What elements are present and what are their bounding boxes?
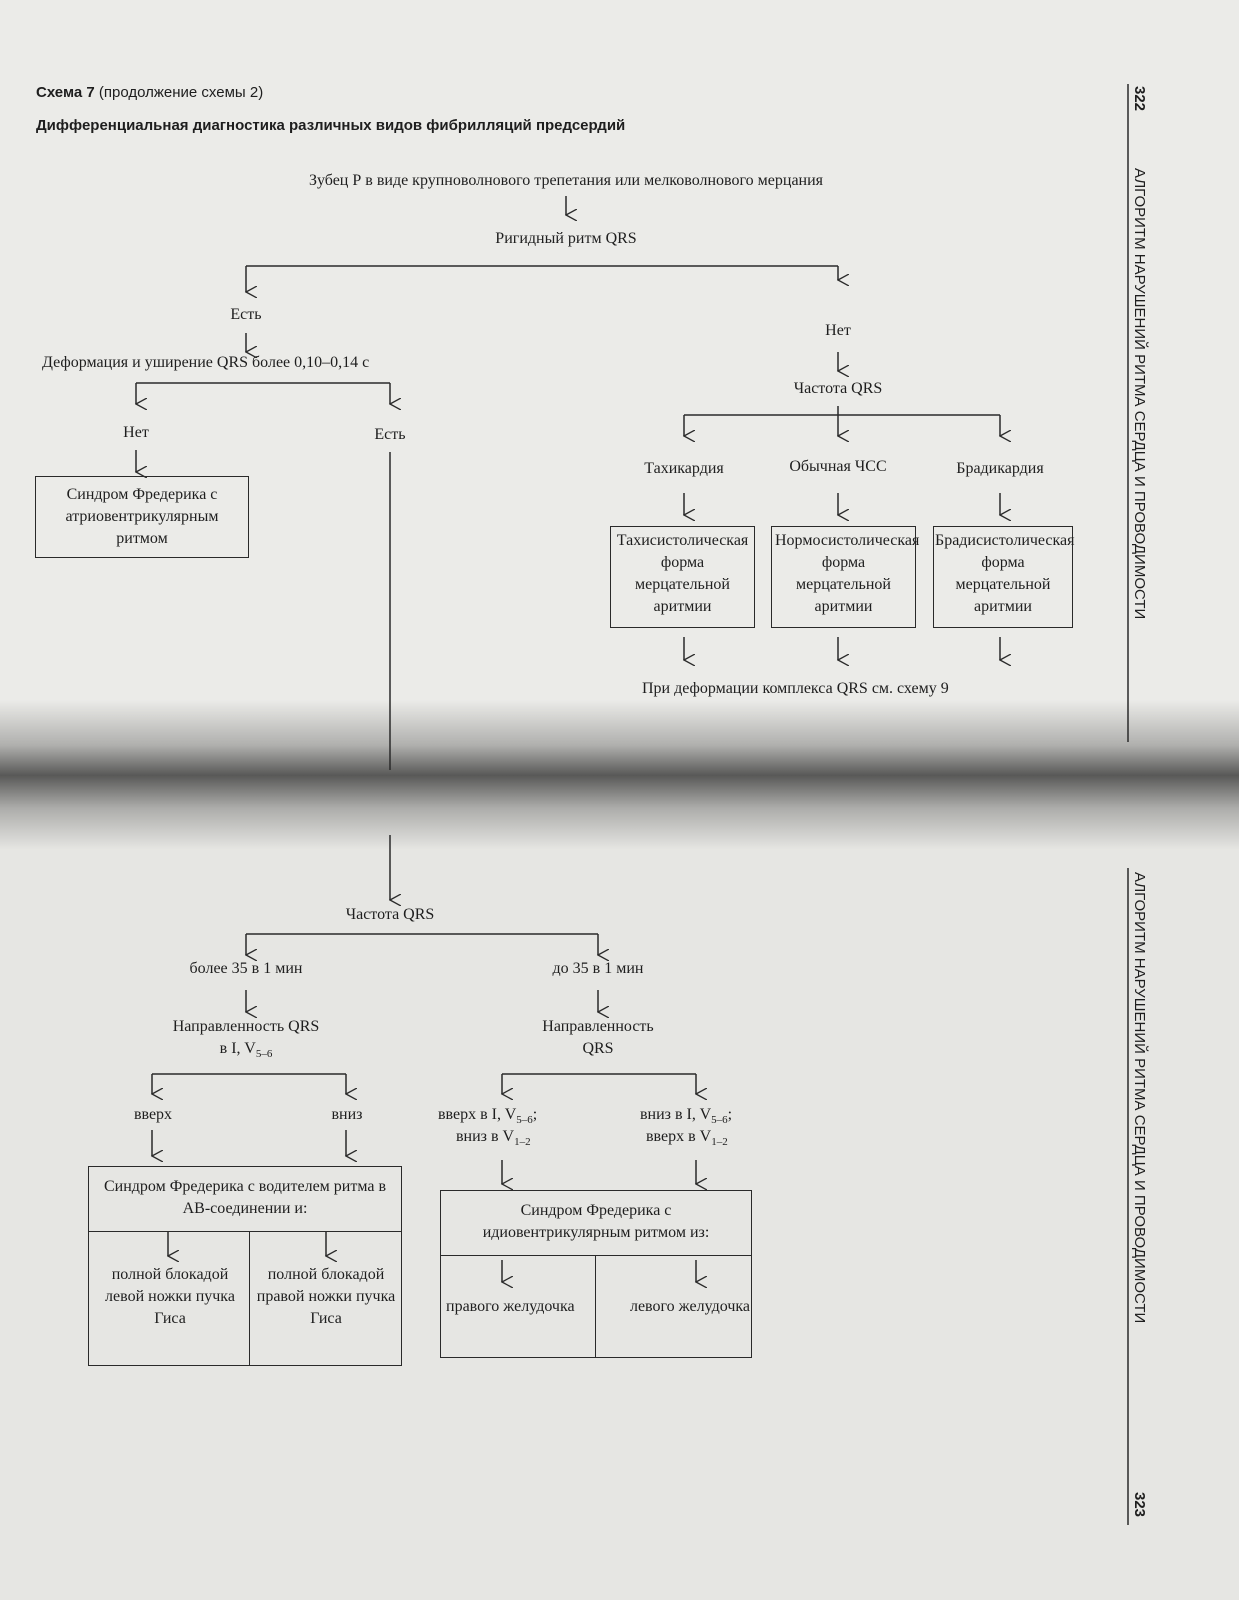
bradycardia-label: Брадикардия xyxy=(956,460,1044,477)
tachysystolic-text: Тахисистолическая форма мерцательной аритмии xyxy=(616,532,749,615)
rate-node-top: Частота QRS xyxy=(793,380,883,397)
deformation-yes-label: Есть xyxy=(374,426,406,443)
up-in-v-label xyxy=(646,1126,728,1153)
rate-node-bottom: Частота QRS xyxy=(345,906,435,923)
down-in-v-label xyxy=(456,1126,531,1153)
under-35-label: до 35 в 1 мин xyxy=(552,960,644,977)
frederick-av-text: Синдром Фредерика с атриовентрикулярным ритмом xyxy=(65,486,219,547)
direction-right-line2: QRS xyxy=(582,1040,614,1057)
down-in-v-text: вниз в V xyxy=(456,1128,515,1145)
right-block-text: полной блокадой правой ножки пучка Гиса xyxy=(256,1266,396,1327)
down-label: вниз xyxy=(331,1106,363,1123)
rigid-rhythm-node: Ригидный ритм QRS xyxy=(495,230,637,247)
up-in-i-subscript: 5–6 xyxy=(516,1114,533,1126)
scheme-number: Схема 7 xyxy=(36,84,95,101)
see-scheme-note: При деформации комплекса QRS см. схему 9 xyxy=(642,680,949,697)
frederick-pacer-text: Синдром Фредерика с водителем ритма в АВ-соединении и: xyxy=(103,1178,387,1217)
frederick-idio-divider xyxy=(441,1255,751,1256)
scheme-title: Дифференциальная диагностика различных видов фибрилляций предсердий xyxy=(36,117,626,134)
bradysystolic-text: Брадисистолическая форма мерцательной аритмии xyxy=(935,532,1075,615)
normosystolic-text: Нормосистолическая форма мерцательной аритмии xyxy=(775,532,920,615)
normal-hr-label: Обычная ЧСС xyxy=(789,458,887,475)
left-ventricle-text: левого желудочка xyxy=(629,1298,750,1315)
over-35-label: более 35 в 1 мин xyxy=(189,960,303,977)
up-label: вверх xyxy=(133,1106,173,1123)
direction-right-line1: Направленность xyxy=(542,1018,654,1035)
rigid-no-label: Нет xyxy=(825,322,851,339)
up-in-i-text: вверх в I, V xyxy=(438,1106,517,1123)
down-in-i-subscript: 5–6 xyxy=(711,1114,728,1126)
direction-left-line1: Направленность QRS xyxy=(172,1018,320,1035)
page-number-bottom: 323 xyxy=(1131,1492,1148,1518)
tachycardia-label: Тахикардия xyxy=(644,460,724,477)
running-title-bottom: АЛГОРИТМ НАРУШЕНИЙ РИТМА СЕРДЦА И ПРОВОДИМОСТИ xyxy=(1131,872,1148,1324)
scheme-label xyxy=(36,82,263,104)
frederick-pacer-split xyxy=(249,1231,250,1365)
rigid-yes-label: Есть xyxy=(230,306,262,323)
frederick-idio-split xyxy=(595,1255,596,1357)
page-number-top: 322 xyxy=(1131,86,1148,112)
right-ventricle-text: правого желудочка xyxy=(446,1298,575,1315)
root-node: Зубец Р в виде крупноволнового трепетания или мелковолнового мерцания xyxy=(308,172,824,189)
running-title-top: АЛГОРИТМ НАРУШЕНИЙ РИТМА СЕРДЦА И ПРОВОДИМОСТИ xyxy=(1131,168,1148,620)
down-in-v-subscript: 1–2 xyxy=(514,1136,531,1148)
down-in-i-tail: ; xyxy=(727,1106,733,1123)
direction-left-text: в I, V xyxy=(219,1040,256,1057)
left-block-text: полной блокадой левой ножки пучка Гиса xyxy=(105,1266,235,1327)
scheme-continuation: (продолжение схемы 2) xyxy=(98,84,264,101)
up-in-v-subscript: 1–2 xyxy=(711,1136,728,1148)
direction-left-line2 xyxy=(136,1038,356,1065)
up-in-i-tail: ; xyxy=(532,1106,538,1123)
down-in-i-text: вниз в I, V xyxy=(640,1106,712,1123)
up-in-v-text: вверх в V xyxy=(646,1128,712,1145)
direction-left-subscript: 5–6 xyxy=(255,1048,273,1060)
deformation-no-label: Нет xyxy=(123,424,149,441)
deformation-node: Деформация и уширение QRS более 0,10–0,14 с xyxy=(42,354,370,371)
frederick-pacer-divider xyxy=(89,1231,401,1232)
frederick-idio-text: Синдром Фредерика с идиовентрикулярным ритмом из: xyxy=(482,1202,710,1241)
